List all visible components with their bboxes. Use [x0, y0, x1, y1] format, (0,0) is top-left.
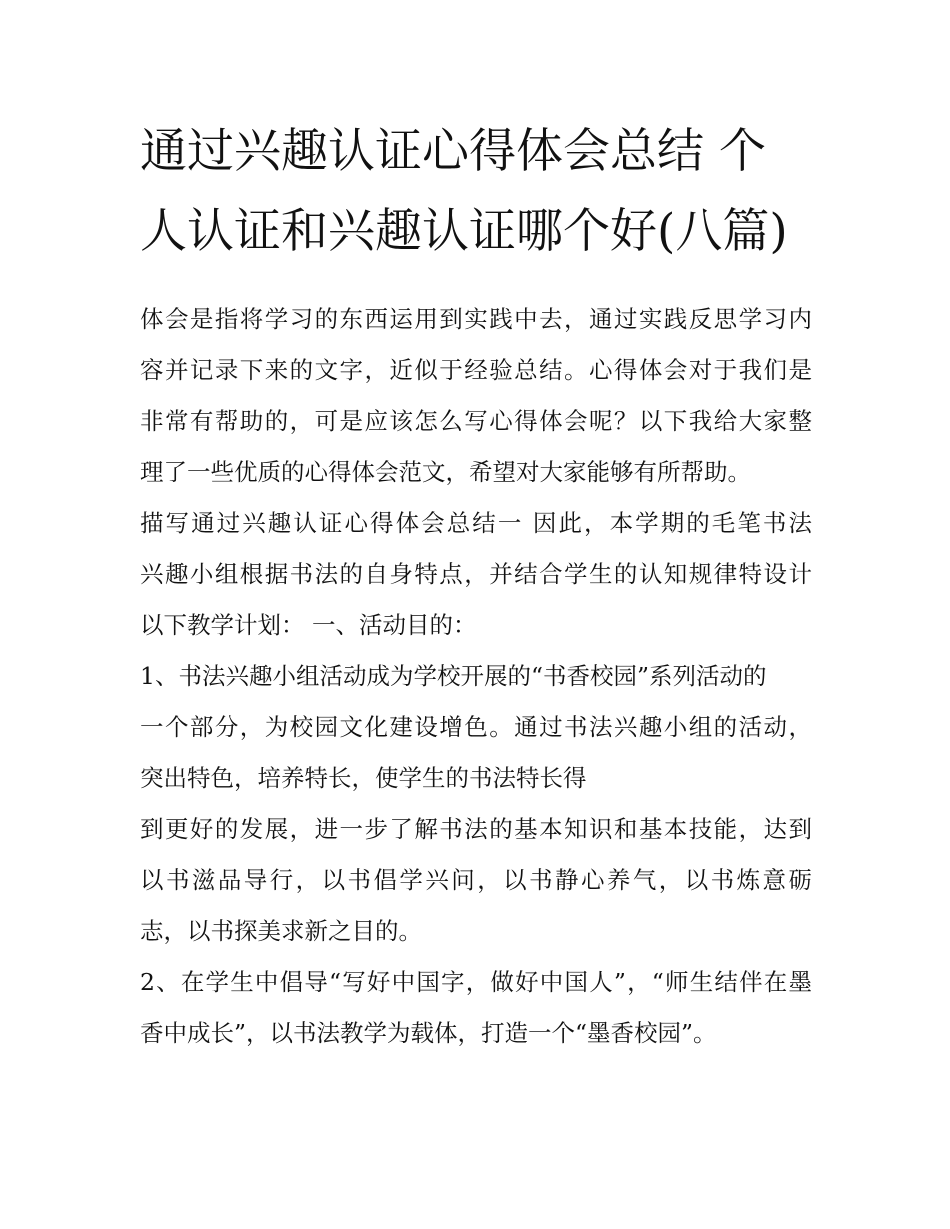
- body-line-11: 到更好的发展，进一步了解书法的基本知识和基本技能，达到: [140, 815, 812, 843]
- body-line-15: 香中成长”，以书法教学为载体，打造一个“墨香校园”。: [140, 1019, 717, 1047]
- document-body: [140, 294, 812, 1059]
- body-line-13: 志，以书探美求新之目的。: [140, 917, 422, 945]
- body-line-6: 兴趣小组根据书法的自身特点，并结合学生的认知规律特设计: [140, 560, 812, 588]
- body-line-9: 一个部分，为校园文化建设增色。通过书法兴趣小组的活动，: [140, 713, 812, 741]
- body-line-1: 体会是指将学习的东西运用到实践中去，通过实践反思学习内: [140, 305, 812, 333]
- document-title: 通过兴趣认证心得体会总结 个人认证和兴趣认证哪个好(八篇): [140, 124, 788, 259]
- document-page: [140, 112, 812, 1059]
- body-line-3: 非常有帮助的，可是应该怎么写心得体会呢？以下我给大家整: [140, 407, 812, 435]
- body-line-2: 容并记录下来的文字，近似于经验总结。心得体会对于我们是: [140, 356, 812, 384]
- body-line-14: 2、在学生中倡导“写好中国字，做好中国人”，“师生结伴在墨: [140, 968, 812, 996]
- body-line-4: 理了一些优质的心得体会范文，希望对大家能够有所帮助。: [140, 458, 751, 486]
- body-line-8: 1、书法兴趣小组活动成为学校开展的“书香校园”系列活动的: [140, 662, 767, 690]
- body-line-12: 以书滋品导行，以书倡学兴问，以书静心养气，以书炼意砺: [140, 866, 812, 894]
- body-line-10: 突出特色，培养特长，使学生的书法特长得: [140, 764, 587, 792]
- body-line-5: 描写通过兴趣认证心得体会总结一 因此，本学期的毛笔书法: [140, 509, 812, 537]
- body-line-7: 以下教学计划： 一、活动目的：: [140, 611, 477, 639]
